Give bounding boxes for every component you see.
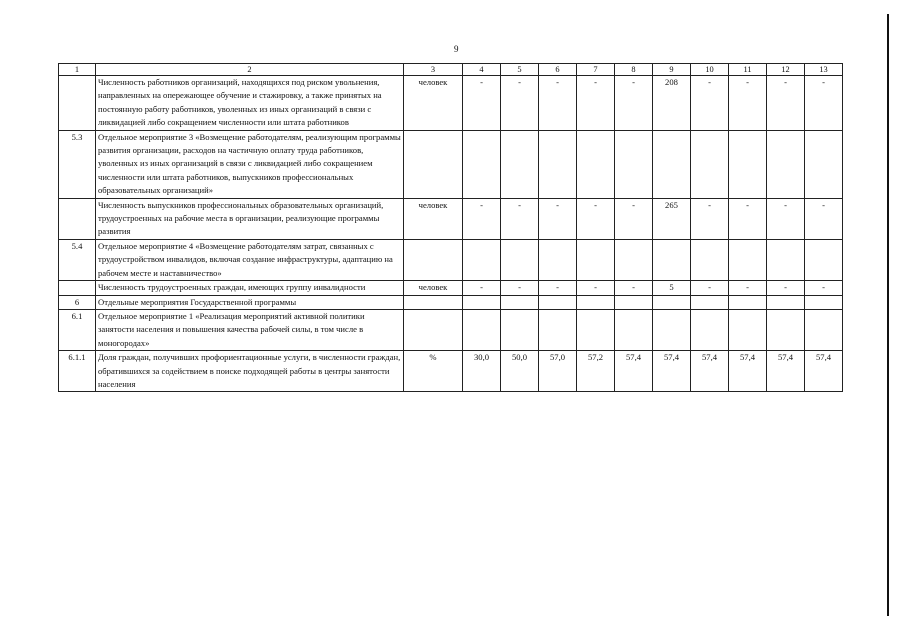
unit-cell: человек [404,76,463,131]
value-cell [729,309,767,350]
row-number: 5.3 [59,130,96,198]
value-cell: - [691,198,729,239]
value-cell [577,130,615,198]
value-cell: 57,2 [577,351,615,392]
value-cell [463,239,501,280]
value-cell [805,130,843,198]
table-row [59,351,843,392]
value-cell: - [463,198,501,239]
value-cell [577,295,615,309]
value-cell: 30,0 [463,351,501,392]
value-cell [577,239,615,280]
value-cell: - [767,198,805,239]
column-header: 13 [805,64,843,76]
unit-cell [404,309,463,350]
column-header: 2 [96,64,404,76]
row-number: 6 [59,295,96,309]
unit-cell [404,239,463,280]
value-cell [653,130,691,198]
table-row [59,198,843,239]
value-cell: - [539,198,577,239]
value-cell: - [539,281,577,295]
indicator-name: Численность выпускников профессиональных образовательных организаций, трудоустроенных на рабочие места в организации, реализующие программы развития [96,198,404,239]
value-cell: 208 [653,76,691,131]
value-cell [577,309,615,350]
table-row [59,309,843,350]
value-cell: 57,4 [729,351,767,392]
indicator-name: Отдельное мероприятие 4 «Возмещение работодателям затрат, связанных с трудоустройством инвалидов, включая создание инфраструктуры, адаптацию на рабочем месте и наставничество» [96,239,404,280]
value-cell: 57,4 [653,351,691,392]
table-row [59,239,843,280]
value-cell: - [463,281,501,295]
column-header: 8 [615,64,653,76]
page-number: 9 [454,44,459,54]
value-cell [767,130,805,198]
row-number: 6.1.1 [59,351,96,392]
page-edge-rule [887,14,889,616]
value-cell [463,130,501,198]
value-cell [691,130,729,198]
unit-cell: человек [404,281,463,295]
value-cell [653,239,691,280]
column-header: 6 [539,64,577,76]
value-cell: - [463,76,501,131]
value-cell: - [577,76,615,131]
value-cell [539,295,577,309]
value-cell [805,309,843,350]
value-cell [501,295,539,309]
table-row [59,130,843,198]
value-cell: - [805,198,843,239]
column-header: 3 [404,64,463,76]
indicator-name: Отдельное мероприятие 1 «Реализация мероприятий активной политики занятости населения и повышения качества рабочей силы, в том числе в моногородах» [96,309,404,350]
unit-cell [404,130,463,198]
value-cell: - [729,281,767,295]
column-header: 4 [463,64,501,76]
value-cell [653,295,691,309]
value-cell: 5 [653,281,691,295]
unit-cell: % [404,351,463,392]
value-cell [615,295,653,309]
value-cell: - [805,76,843,131]
value-cell: - [729,76,767,131]
value-cell [729,130,767,198]
value-cell: 57,0 [539,351,577,392]
value-cell [463,295,501,309]
value-cell: - [767,281,805,295]
value-cell: - [729,198,767,239]
unit-cell: человек [404,198,463,239]
value-cell: - [577,281,615,295]
value-cell [615,309,653,350]
column-header: 11 [729,64,767,76]
value-cell: - [767,76,805,131]
table-row [59,281,843,295]
column-header: 1 [59,64,96,76]
indicator-name: Численность трудоустроенных граждан, имеющих группу инвалидности [96,281,404,295]
indicator-name: Отдельные мероприятия Государственной программы [96,295,404,309]
value-cell [539,239,577,280]
value-cell [691,309,729,350]
value-cell [691,295,729,309]
value-cell [501,130,539,198]
column-header: 5 [501,64,539,76]
value-cell: - [615,198,653,239]
value-cell [767,295,805,309]
value-cell [805,239,843,280]
value-cell [767,309,805,350]
value-cell [463,309,501,350]
value-cell: 50,0 [501,351,539,392]
column-header: 12 [767,64,805,76]
value-cell: - [501,281,539,295]
value-cell: 265 [653,198,691,239]
value-cell: - [501,76,539,131]
value-cell: - [615,76,653,131]
value-cell [501,239,539,280]
value-cell [501,309,539,350]
value-cell: - [539,76,577,131]
indicator-name: Численность работников организаций, находящихся под риском увольнения, направленных на опережающее обучение и стажировку, а также принятых на постоянную работу работников, уволенных из иных организаций в связи с ликвидацией либо сокращением численности или штата работников [96,76,404,131]
row-number [59,198,96,239]
column-header: 9 [653,64,691,76]
indicators-table [58,63,843,392]
column-header: 7 [577,64,615,76]
row-number [59,76,96,131]
column-header: 10 [691,64,729,76]
table-row [59,76,843,131]
value-cell: - [577,198,615,239]
value-cell: 57,4 [615,351,653,392]
table-row [59,295,843,309]
value-cell: 57,4 [805,351,843,392]
indicator-name: Отдельное мероприятие 3 «Возмещение работодателям, реализующим программы развития организации, расходов на частичную оплату труда работников, уволенных из иных организаций в связи с ликвидацией либо сокращением численности или штата работников, выпускников профессиональных образовательных организаций» [96,130,404,198]
value-cell: 57,4 [767,351,805,392]
value-cell: - [615,281,653,295]
value-cell [539,130,577,198]
value-cell: - [501,198,539,239]
row-number [59,281,96,295]
value-cell [805,295,843,309]
unit-cell [404,295,463,309]
value-cell [615,239,653,280]
row-number: 6.1 [59,309,96,350]
value-cell [691,239,729,280]
value-cell: 57,4 [691,351,729,392]
value-cell [729,239,767,280]
value-cell [767,239,805,280]
value-cell [615,130,653,198]
value-cell: - [805,281,843,295]
value-cell [653,309,691,350]
table-header-row [59,64,843,76]
row-number: 5.4 [59,239,96,280]
value-cell: - [691,281,729,295]
value-cell [539,309,577,350]
value-cell: - [691,76,729,131]
indicator-name: Доля граждан, получивших профориентационные услуги, в численности граждан, обратившихся за содействием в поиске подходящей работы в центры занятости населения [96,351,404,392]
value-cell [729,295,767,309]
